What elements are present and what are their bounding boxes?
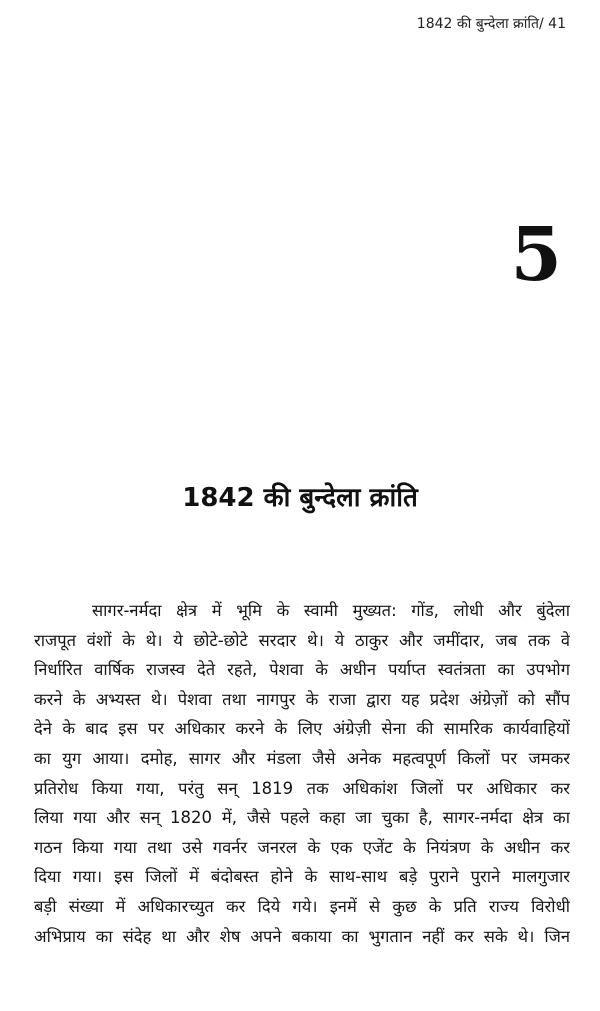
chapter-title: 1842 की बुन्देला क्रांति bbox=[182, 483, 418, 513]
text-line: दिया गया। इस जिलों में बंदोबस्त होने के साथ-साथ बड़े पुराने पुराने मालगुजार bbox=[34, 867, 570, 887]
chapter-number: 5 bbox=[510, 212, 562, 298]
text-line: गठन किया गया तथा उसे गवर्नर जनरल के एक एजेंट के नियंत्रण के अधीन कर bbox=[34, 837, 570, 857]
running-header: 1842 की बुन्देला क्रांति/ 41 bbox=[416, 16, 566, 32]
text-line: देने के बाद इस पर अधिकार करने के लिए अंग्रेज़ी सेना की सामरिक कार्यवाहियों bbox=[34, 719, 570, 739]
text-line: प्रतिरोध किया गया, परंतु सन् 1819 तक अधिकांश जिलों पर अधिकार कर bbox=[34, 778, 570, 798]
text-line: राजपूत वंशों के थे। ये छोटे-छोटे सरदार थे। ये ठाकुर और जमींदार, जब तक वे bbox=[34, 630, 570, 650]
text-line: बड़ी संख्या में अधिकारच्युत कर दिये गये। इनमें से कुछ के प्रति राज्य विरोधी bbox=[34, 896, 570, 916]
text-line: निर्धारित वार्षिक राजस्व देते रहते, पेशवा के अधीन पर्याप्त स्वतंत्रता का उपभोग bbox=[34, 660, 570, 680]
text-line: करने के अभ्यस्त थे। पेशवा तथा नागपुर के राजा द्वारा यह प्रदेश अंग्रेज़ों को सौंप bbox=[34, 689, 570, 709]
body-paragraph bbox=[34, 596, 570, 951]
text-line: लिया गया और सन् 1820 में, जैसे पहले कहा जा चुका है, सागर-नर्मदा क्षेत्र का bbox=[34, 808, 570, 828]
text-line: का युग आया। दमोह, सागर और मंडला जैसे अनेक महत्वपूर्ण किलों पर जमकर bbox=[34, 748, 570, 768]
text-line: सागर-नर्मदा क्षेत्र में भूमि के स्वामी मुख्यत: गोंड, लोधी और बुंदेला bbox=[92, 601, 570, 620]
text-line: अभिप्राय का संदेह था और शेष अपने बकाया का भुगतान नहीं कर सके थे। जिन bbox=[34, 926, 570, 946]
